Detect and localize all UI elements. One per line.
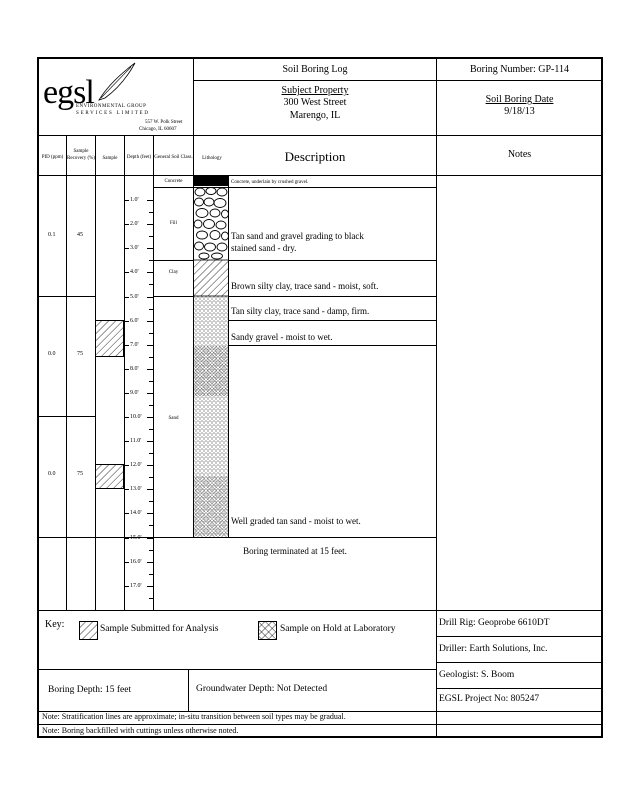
subject-address-1: 300 West Street bbox=[283, 97, 347, 108]
project-number: EGSL Project No: 805247 bbox=[439, 694, 540, 704]
boring-depth: Boring Depth: 15 feet bbox=[48, 685, 132, 695]
desc-tan-clay: Tan silty clay, trace sand - damp, firm. bbox=[231, 306, 370, 316]
boring-date-label: Soil Boring Date bbox=[485, 94, 554, 105]
depth-label: 4.0' bbox=[130, 269, 139, 275]
desc-sandy-gravel: Sandy gravel - moist to wet. bbox=[231, 332, 333, 342]
key-submitted-text: Sample Submitted for Analysis bbox=[100, 624, 219, 634]
col-recovery: Sample Recovery (%) bbox=[67, 149, 95, 161]
depth-label: 6.0' bbox=[130, 318, 139, 324]
desc-brown-clay: Brown silty clay, trace sand - moist, soft. bbox=[231, 281, 379, 291]
depth-tick-major bbox=[147, 441, 153, 442]
depth-tick-left bbox=[124, 465, 129, 466]
depth-tick-minor bbox=[149, 598, 153, 599]
depth-tick-minor bbox=[149, 429, 153, 430]
company-address-2: Chicago, IL 60607 bbox=[139, 127, 177, 132]
recovery-value-3: 75 bbox=[77, 471, 83, 477]
depth-tick-major bbox=[147, 200, 153, 201]
depth-tick-left bbox=[124, 489, 129, 490]
groundwater-depth: Groundwater Depth: Not Detected bbox=[196, 684, 328, 694]
depth-tick-left bbox=[124, 345, 129, 346]
desc-tan-sand: Well graded tan sand - moist to wet. bbox=[231, 516, 361, 526]
depth-label: 7.0' bbox=[130, 342, 139, 348]
depth-tick-minor bbox=[149, 212, 153, 213]
depth-tick-major bbox=[147, 248, 153, 249]
key-label: Key: bbox=[45, 619, 65, 630]
col-sample: Sample bbox=[102, 156, 118, 161]
depth-label: 15.0' bbox=[130, 535, 142, 541]
driller: Driller: Earth Solutions, Inc. bbox=[439, 644, 548, 654]
soil-class-sand: Sand bbox=[168, 416, 179, 421]
depth-label: 1.0' bbox=[130, 197, 139, 203]
lithology-gravel-fill bbox=[194, 188, 229, 260]
depth-label: 13.0' bbox=[130, 486, 142, 492]
depth-tick-minor bbox=[149, 357, 153, 358]
logo-subtitle-2: SERVICES LIMITED bbox=[76, 111, 150, 116]
recovery-value-1: 45 bbox=[77, 232, 83, 238]
depth-tick-major bbox=[147, 297, 153, 298]
depth-tick-left bbox=[124, 441, 129, 442]
depth-label: 9.0' bbox=[130, 390, 139, 396]
depth-tick-left bbox=[124, 393, 129, 394]
depth-tick-major bbox=[147, 538, 153, 539]
depth-tick-major bbox=[147, 393, 153, 394]
recovery-value-2: 75 bbox=[77, 351, 83, 357]
depth-label: 10.0' bbox=[130, 414, 142, 420]
key-on-hold-text: Sample on Hold at Laboratory bbox=[280, 624, 396, 634]
depth-tick-minor bbox=[149, 525, 153, 526]
depth-label: 14.0' bbox=[130, 510, 142, 516]
note-backfill: Note: Boring backfilled with cuttings unless otherwise noted. bbox=[42, 726, 239, 735]
depth-label: 3.0' bbox=[130, 245, 139, 251]
depth-tick-major bbox=[147, 586, 153, 587]
drill-rig: Drill Rig: Geoprobe 6610DT bbox=[439, 618, 550, 628]
lithology-concrete bbox=[193, 176, 229, 186]
depth-tick-left bbox=[124, 562, 129, 563]
col-notes: Notes bbox=[507, 149, 532, 160]
depth-label: 8.0' bbox=[130, 366, 139, 372]
depth-tick-minor bbox=[149, 333, 153, 334]
depth-tick-major bbox=[147, 513, 153, 514]
col-soil-class: General Soil Class. bbox=[154, 155, 193, 160]
depth-tick-major bbox=[147, 369, 153, 370]
depth-tick-left bbox=[124, 586, 129, 587]
sample-submitted-marker-2 bbox=[95, 464, 125, 490]
company-logo: egsl bbox=[43, 74, 94, 111]
depth-label: 17.0' bbox=[130, 583, 142, 589]
depth-tick-minor bbox=[149, 284, 153, 285]
soil-class-fill: Fill bbox=[170, 221, 177, 226]
depth-tick-left bbox=[124, 321, 129, 322]
feather-icon bbox=[95, 60, 140, 102]
lithology-column bbox=[193, 176, 229, 538]
depth-tick-left bbox=[124, 248, 129, 249]
depth-tick-left bbox=[124, 369, 129, 370]
depth-tick-major bbox=[147, 224, 153, 225]
col-pid: PID (ppm) bbox=[41, 155, 64, 160]
depth-tick-major bbox=[147, 489, 153, 490]
desc-concrete: Concrete, underlain by crushed gravel. bbox=[231, 180, 309, 185]
desc-fill-line1: Tan sand and gravel grading to black bbox=[231, 231, 364, 241]
lithology-clay bbox=[194, 260, 229, 296]
depth-tick-minor bbox=[149, 453, 153, 454]
depth-tick-major bbox=[147, 345, 153, 346]
pid-value-3: 0.0 bbox=[48, 471, 56, 477]
depth-tick-left bbox=[124, 297, 129, 298]
depth-tick-left bbox=[124, 272, 129, 273]
depth-label: 16.0' bbox=[130, 559, 142, 565]
pid-value-1: 0.1 bbox=[48, 232, 56, 238]
key-on-hold-swatch bbox=[258, 621, 278, 641]
boring-number: Boring Number: GP-114 bbox=[469, 64, 570, 75]
depth-tick-minor bbox=[149, 550, 153, 551]
depth-tick-minor bbox=[149, 236, 153, 237]
depth-label: 12.0' bbox=[130, 462, 142, 468]
soil-class-concrete: Concrete bbox=[164, 179, 183, 184]
depth-tick-minor bbox=[149, 574, 153, 575]
depth-label: 5.0' bbox=[130, 294, 139, 300]
geologist: Geologist: S. Boom bbox=[439, 670, 515, 680]
soil-class-clay: Clay bbox=[168, 270, 179, 275]
depth-tick-minor bbox=[149, 405, 153, 406]
pid-value-2: 0.0 bbox=[48, 351, 56, 357]
depth-tick-left bbox=[124, 538, 129, 539]
boring-date-value: 9/18/13 bbox=[504, 106, 535, 117]
depth-tick-minor bbox=[149, 477, 153, 478]
sample-submitted-marker-1 bbox=[95, 320, 125, 358]
col-lithology: Lithology bbox=[202, 156, 222, 161]
key-submitted-swatch bbox=[79, 621, 99, 641]
depth-label: 11.0' bbox=[130, 438, 142, 444]
note-stratification: Note: Stratification lines are approximate; in-situ transition between soil types may be gradual. bbox=[42, 712, 346, 721]
log-title: Soil Boring Log bbox=[282, 64, 348, 75]
depth-tick-left bbox=[124, 513, 129, 514]
depth-tick-minor bbox=[149, 381, 153, 382]
depth-tick-major bbox=[147, 465, 153, 466]
logo-subtitle-1: ENVIRONMENTAL GROUP bbox=[76, 104, 147, 109]
depth-tick-left bbox=[124, 224, 129, 225]
boring-terminated: Boring terminated at 15 feet. bbox=[243, 546, 347, 556]
depth-tick-left bbox=[124, 417, 129, 418]
depth-label: 2.0' bbox=[130, 221, 139, 227]
depth-tick-minor bbox=[149, 501, 153, 502]
subject-property-label: Subject Property bbox=[281, 85, 349, 96]
depth-tick-major bbox=[147, 417, 153, 418]
col-description: Description bbox=[284, 149, 346, 164]
depth-tick-minor bbox=[149, 309, 153, 310]
company-address-1: 557 W. Polk Street bbox=[145, 120, 183, 125]
depth-tick-major bbox=[147, 272, 153, 273]
desc-fill-line2: stained sand - dry. bbox=[231, 243, 297, 253]
subject-address-2: Marengo, IL bbox=[289, 110, 341, 121]
depth-tick-major bbox=[147, 562, 153, 563]
depth-tick-left bbox=[124, 200, 129, 201]
depth-tick-major bbox=[147, 321, 153, 322]
col-depth: Depth (feet) bbox=[126, 155, 152, 160]
